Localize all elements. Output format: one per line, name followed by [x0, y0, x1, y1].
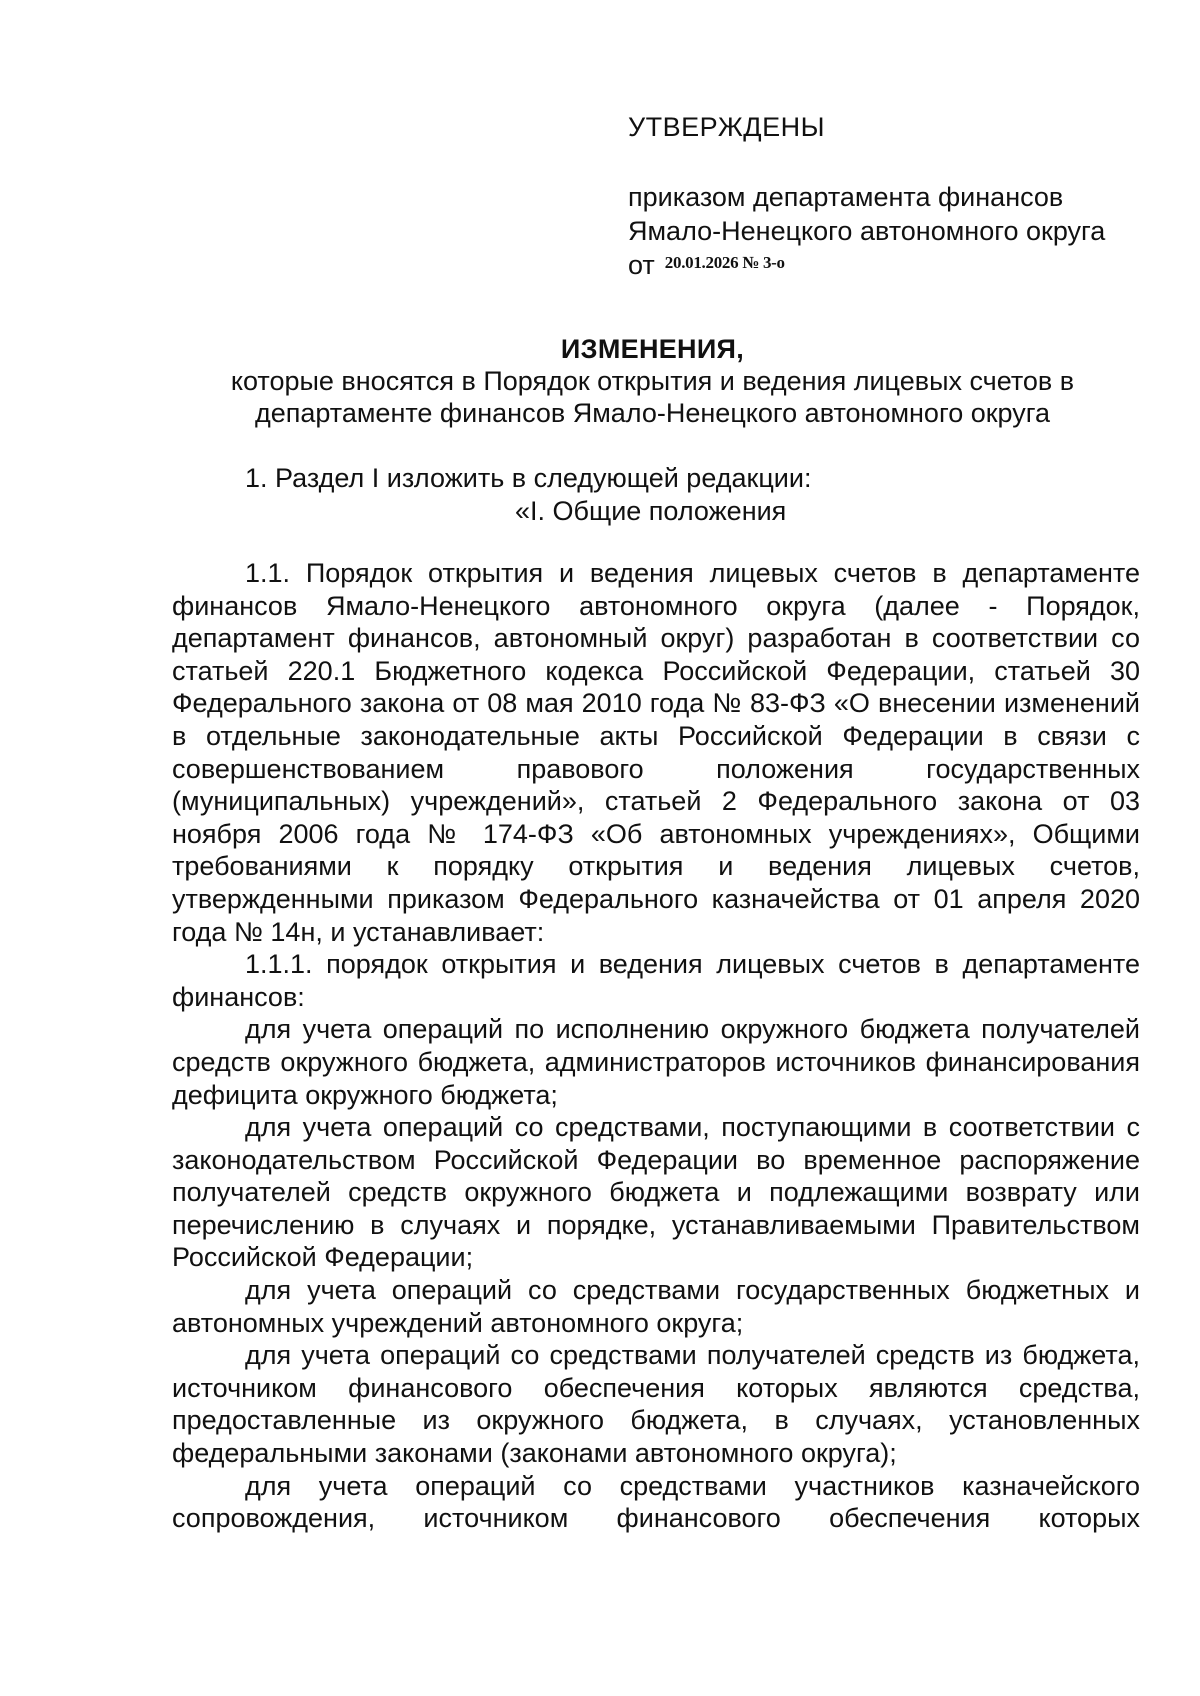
paragraph-recipients-funds: для учета операций со средствами получателей средств из бюджета, источником финансового обеспечения которых являются средства, предоставленные из окружного бюджета, в случаях, установленных федеральными законами (законами автономного округа);: [172, 1340, 1140, 1469]
paragraph-1-1-1: 1.1.1. порядок открытия и ведения лицевых счетов в департаменте финансов:: [172, 949, 1140, 1012]
section-heading: «I. Общие положения: [515, 496, 787, 526]
approval-date-line: [628, 248, 1148, 286]
approval-organization-line: Ямало-Ненецкого автономного округа: [628, 216, 1106, 246]
document-subtitle-line-1: которые вносятся в Порядок открытия и ведения лицевых счетов в: [230, 366, 1075, 396]
approval-order-line: приказом департамента финансов: [628, 182, 1064, 212]
paragraph-institutions-funds: для учета операций со средствами государственных бюджетных и автономных учреждений автономного округа;: [172, 1275, 1140, 1338]
approval-block: [628, 110, 1148, 286]
document-subtitle-line-2: департаменте финансов Ямало-Ненецкого автономного округа: [254, 398, 1051, 428]
change-item-1: 1. Раздел I изложить в следующей редакции:: [245, 463, 812, 493]
document-body: [172, 557, 1140, 1535]
paragraph-budget-operations: для учета операций по исполнению окружного бюджета получателей средств окружного бюджета, администраторов источников финансирования дефицита окружного бюджета;: [172, 1014, 1140, 1110]
approval-date-stamp: 20.01.2026 № 3-о: [664, 253, 785, 272]
document-title: ИЗМЕНЕНИЯ,: [560, 334, 745, 364]
paragraph-1-1: 1.1. Порядок открытия и ведения лицевых счетов в департаменте финансов Ямало-Ненецкого автономного округа (далее - Порядок, департамент финансов, автономный округ) разработан в соответствии со статьей 220.1 Бюджетного кодекса Российской Федерации, статьей 30 Федерального закона от 08 мая 2010 года № 83-ФЗ «О внесении изменений в отдельные законодательные акты Российской Федерации в связи с совершенствованием правового положения государственных (муниципальных) учреждений», статьей 2 Федерального закона от 03 ноября 2006 года № 174-ФЗ «Об автономных учреждениях», Общими требованиями к порядку открытия и ведения лицевых счетов, утвержденными приказом Федерального казначейства от 01 апреля 2020 года № 14н, и устанавливает:: [172, 558, 1140, 947]
paragraph-temporary-funds: для учета операций со средствами, поступающими в соответствии с законодательством Российской Федерации во временное распоряжение получателей средств окружного бюджета и подлежащими возврату или перечислению в случаях и порядке, устанавливаемыми Правительством Российской Федерации;: [172, 1112, 1140, 1273]
document-title-block: [170, 333, 1135, 429]
approval-heading: УТВЕРЖДЕНЫ: [628, 112, 825, 142]
paragraph-treasury-support: для учета операций со средствами участников казначейского сопровождения, источником финансового обеспечения которых: [172, 1470, 1140, 1534]
approval-date-prefix: от: [628, 250, 655, 280]
